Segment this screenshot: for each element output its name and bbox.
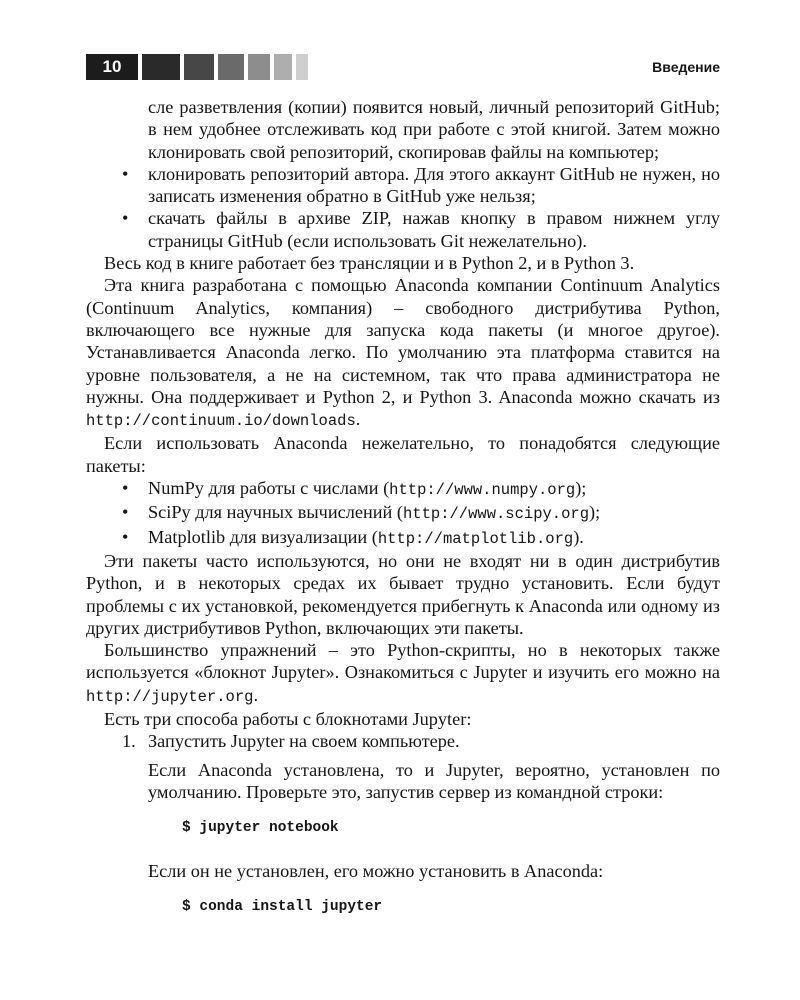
header-bar (184, 54, 214, 80)
header-bar (218, 54, 244, 80)
item-text: Запустить Jupyter на своем компьютере. (148, 731, 460, 752)
anaconda-download-link[interactable]: http://continuum.io/downloads (86, 412, 356, 431)
command-jupyter-notebook: $ jupyter notebook (182, 820, 339, 837)
punctuation: . (253, 684, 259, 705)
package-text: NumPy для работы с числами ( (148, 478, 390, 499)
list-item: • клонировать репозиторий автора. Для этого аккаунт GitHub не нужен, но записать изменения обратно в GitHub уже нельзя; (86, 163, 720, 208)
page-number: 10 (86, 54, 138, 80)
header-bar (274, 54, 292, 80)
paragraph-jupyter (86, 639, 720, 708)
punctuation: . (355, 409, 361, 430)
section-title: Введение (652, 59, 720, 75)
header-gradient-bars (142, 54, 308, 80)
page-header (86, 54, 720, 80)
list-item-scipy (86, 501, 720, 525)
paragraph-text: Эта книга разработана с помощью Anaconda компании Continuum Analytics (Continuum Analytics, компания) – свободного дистрибутива Python, включающего все нужные для запуска кода пакеты (и многое другое). Устанавливается Anaconda легко. По умолчанию эта платформа ставится на уровне пользователя, а не на системном, так что права администратора не нужны. Она поддерживает и Python 2, и Python 3. Anaconda можно скачать из (86, 275, 720, 407)
punctuation: ). (573, 526, 584, 547)
scipy-link[interactable]: http://www.scipy.org (402, 505, 590, 524)
punctuation: ); (575, 478, 587, 499)
paragraph-jupyter-install: Если он не установлен, его можно установить в Anaconda: (148, 860, 604, 881)
header-bar (142, 54, 180, 80)
numbered-item-1 (86, 730, 720, 752)
paragraph-packages-note: Эти пакеты часто используются, но они не входят ни в один дистрибутив Python, и в некоторых средах их бывает трудно установить. Если будут проблемы с их установкой, рекомендуется прибегнуть к Anaconda или одному из других дистрибутивов Python, включающих эти пакеты. (86, 550, 720, 638)
github-options-list (86, 163, 720, 252)
numpy-link[interactable]: http://www.numpy.org (389, 481, 576, 500)
paragraph-jupyter-ways: Есть три способа работы с блокнотами Jupyter: (104, 709, 472, 730)
punctuation: ); (589, 502, 601, 523)
package-text: Matplotlib для визуализации ( (148, 526, 378, 547)
paragraph-fork-continuation: сле разветвления (копии) появится новый, личный репозиторий GitHub; в нем удобнее отслеживать код при работе с этой книгой. Затем можно клонировать свой репозиторий, скопировав файлы на компьютер; (148, 97, 720, 162)
matplotlib-link[interactable]: http://matplotlib.org (377, 529, 574, 548)
package-text: SciPy для научных вычислений ( (148, 502, 403, 523)
page-body (86, 96, 720, 918)
header-bar (296, 54, 308, 80)
paragraph-python-versions: Весь код в книге работает без трансляции и в Python 2, и в Python 3. (104, 253, 635, 274)
paragraph-jupyter-check: Если Anaconda установлена, то и Jupyter, вероятно, установлен по умолчанию. Проверьте это, запустив сервер из командной строки: (148, 759, 720, 802)
command-conda-install: $ conda install jupyter (182, 898, 383, 915)
paragraph-anaconda (86, 274, 720, 432)
paragraph-text: Большинство упражнений – это Python-скрипты, но в некоторых также используется «блокнот Jupyter». Ознакомиться с Jupyter и изучить его можно на (86, 640, 720, 683)
paragraph-packages-intro: Если использовать Anaconda нежелательно, то понадобятся следующие пакеты: (86, 433, 720, 476)
list-item: • скачать файлы в архиве ZIP, нажав кнопку в правом нижнем углу страницы GitHub (если использовать Git нежелательно). (86, 207, 720, 252)
jupyter-link[interactable]: http://jupyter.org (86, 687, 254, 706)
packages-list (86, 477, 720, 550)
header-bar (248, 54, 270, 80)
list-item-matplotlib (86, 526, 720, 550)
list-item-numpy (86, 477, 720, 501)
item-number: 1. (122, 731, 136, 752)
